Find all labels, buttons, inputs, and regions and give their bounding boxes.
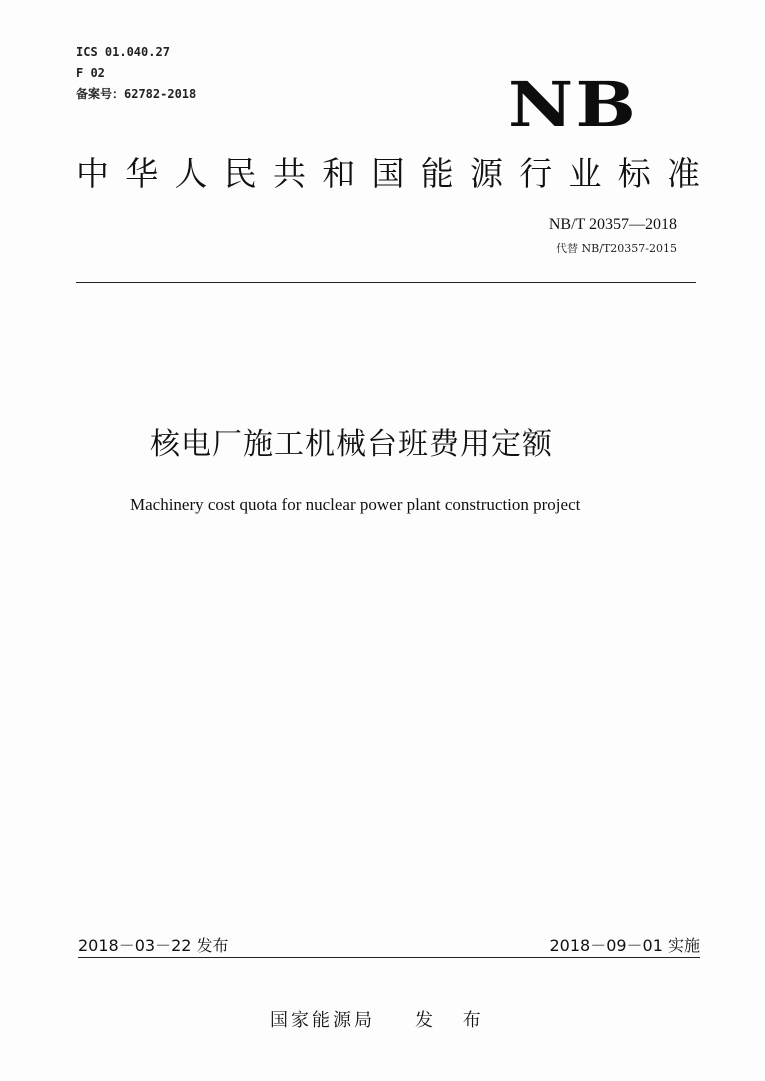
org-standard-title	[76, 152, 700, 196]
standard-code: NB/T 20357—2018	[548, 216, 677, 233]
document-title-english: Machinery cost quota for nuclear power plant construction project	[130, 495, 581, 514]
filing-number: 备案号：62782-2018	[76, 87, 197, 101]
org-title-char: 准	[667, 154, 700, 193]
issue-action: 发 布	[415, 1010, 493, 1031]
top-divider	[76, 282, 696, 283]
standard-number	[549, 214, 677, 236]
org-title-char: 华	[125, 154, 159, 193]
org-title-char: 源	[470, 154, 503, 193]
org-title-char: 人	[174, 154, 208, 193]
org-title-char: 国	[371, 154, 405, 193]
org-title-char: 共	[273, 154, 306, 193]
bottom-divider	[78, 957, 700, 958]
nb-logo: NB	[508, 68, 639, 141]
issue-date: 2018－03－22 发布	[78, 936, 229, 955]
org-title-char: 能	[420, 154, 454, 193]
ics-code: ICS 01.040.27	[76, 45, 170, 59]
org-title-char: 中	[76, 154, 109, 193]
replaces-standard: 代替 NB/T20357-2015	[556, 242, 677, 255]
org-title-char: 行	[519, 154, 553, 193]
effective-date: 2018－09－01 实施	[549, 936, 700, 955]
org-title-char: 民	[223, 154, 257, 193]
issuer	[270, 1008, 493, 1034]
org-title-char: 业	[568, 154, 602, 193]
header-meta	[76, 42, 196, 105]
document-title-chinese: 核电厂施工机械台班费用定额	[150, 427, 553, 462]
date-row	[78, 935, 700, 957]
org-title-char: 和	[322, 154, 356, 193]
classification-code: F 02	[76, 66, 105, 80]
org-title-char: 标	[617, 154, 651, 193]
issuing-organization: 国家能源局	[270, 1010, 375, 1031]
